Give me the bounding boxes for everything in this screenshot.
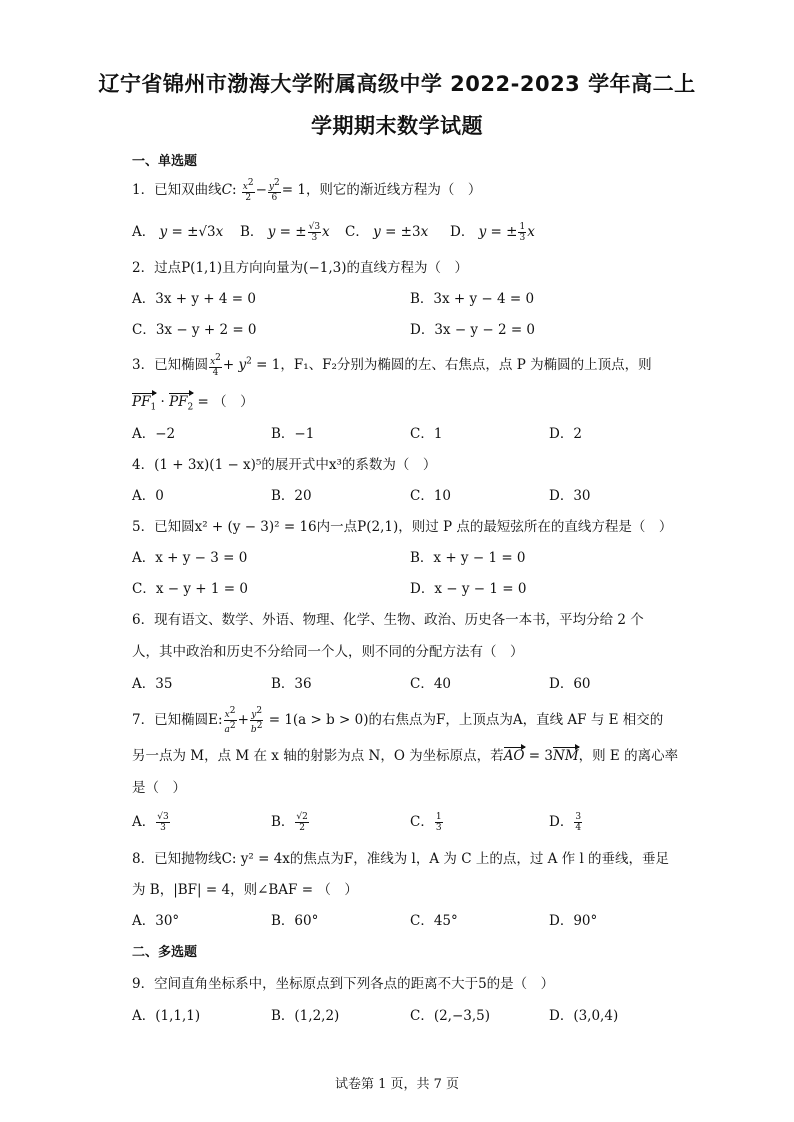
page-footer: 试卷第 1 页，共 7 页 <box>334 1077 460 1092</box>
page-title-line1: 辽宁省锦州市渤海大学附属高级中学 2022-2023 学年高二上 <box>98 72 696 96</box>
q4-option-b: B．20 <box>271 488 312 504</box>
q4-option-d: D．30 <box>549 488 591 504</box>
q5-option-b: B．x + y − 1 = 0 <box>410 550 526 566</box>
q6-option-a: A．35 <box>132 676 173 692</box>
q1-option-b: B． y = ± $\frac{√3}{3}$ x <box>240 222 330 243</box>
q3-option-a: A．−2 <box>132 426 176 442</box>
q9-option-d: D．(3,0,4) <box>549 1008 619 1024</box>
question-8-line1: 8．已知抛物线C: y² = 4x的焦点为F，准线为 l，A 为 C 上的点，过 A 作 l 的垂线，垂足 <box>132 851 670 867</box>
q6-option-d: D．60 <box>549 676 591 692</box>
q2-option-b: B．3x + y − 4 = 0 <box>410 291 535 307</box>
q1-option-a: A． y = ±√3x <box>132 224 224 240</box>
question-7-line3: 是（ ） <box>132 780 186 796</box>
q5-option-d: D．x − y − 1 = 0 <box>410 581 527 597</box>
q1-frac-x: $\frac{x^2}{2}$ <box>242 178 254 203</box>
q1-curve-name: C <box>221 182 232 198</box>
q2-option-c: C．3x − y + 2 = 0 <box>132 322 257 338</box>
q7-option-d: D． $\frac{3}{4}$ <box>549 812 582 833</box>
question-1: 1．已知双曲线C: $\frac{x^2}{2}$ − $\frac{y^2}{6}$ = 1，则它的渐近线方程为（ ） <box>132 178 482 203</box>
q6-option-c: C．40 <box>410 676 452 692</box>
question-6-line2: 人，其中政治和历史不分给同一个人，则不同的分配方法有（ ） <box>132 644 524 660</box>
question-3: 3．已知椭圆 $\frac{x^2}{4}$ + $y^2 = 1$，F₁、F₂分别为椭圆的左、右焦点，点 P 为椭圆的上顶点，则 <box>132 353 652 378</box>
q1-option-c: C． y = ±3x <box>345 224 429 240</box>
question-2: 2．过点P(1,1)且方向向量为(−1,3)的直线方程为（ ） <box>132 260 468 276</box>
q1-option-d: D． y = ± $\frac{1}{3}$ x <box>450 222 535 243</box>
q8-option-b: B．60° <box>271 913 319 929</box>
q4-option-c: C．10 <box>410 488 452 504</box>
q2-option-a: A．3x + y + 4 = 0 <box>132 291 256 307</box>
q7-option-a: A． $\frac{√3}{3}$ <box>132 812 169 833</box>
q5-option-a: A．x + y − 3 = 0 <box>132 550 248 566</box>
q7-option-b: B． $\frac{√2}{2}$ <box>271 812 308 833</box>
section-multi-choice: 二、多选题 <box>132 945 198 960</box>
q9-option-a: A．(1,1,1) <box>132 1008 201 1024</box>
page-title-line2: 学期期末数学试题 <box>311 114 483 138</box>
q7-option-c: C． $\frac{1}{3}$ <box>410 812 442 833</box>
q3-option-b: B．−1 <box>271 426 315 442</box>
question-7-line2: 另一点为 M，点 M 在 x 轴的射影为点 N，O 为坐标原点，若AO = 3NM，则 E 的离心率 <box>132 748 679 764</box>
q2-option-d: D．3x − y − 2 = 0 <box>410 322 536 338</box>
question-4: 4．(1 + 3x)(1 − x)⁵的展开式中x³的系数为（ ） <box>132 457 437 473</box>
question-5: 5．已知圆x² + (y − 3)² = 16内一点P(2,1)，则过 P 点的最短弦所在的直线方程是（ ） <box>132 519 673 535</box>
q6-option-b: B．36 <box>271 676 312 692</box>
question-6-line1: 6．现有语文、数学、外语、物理、化学、生物、政治、历史各一本书，平均分给 2 个 <box>132 612 644 628</box>
q8-option-d: D．90° <box>549 913 598 929</box>
q1-frac-y: $\frac{y^2}{6}$ <box>268 178 280 203</box>
q9-option-b: B．(1,2,2) <box>271 1008 340 1024</box>
q3-option-c: C．1 <box>410 426 443 442</box>
question-1-prefix: 1．已知双曲线 <box>132 182 222 198</box>
q9-option-c: C．(2,−3,5) <box>410 1008 491 1024</box>
question-7-line1: 7．已知椭圆E: $\frac{x^2}{a^2}$ + $\frac{y^2}{b^2}$ = 1(a > b > 0)的右焦点为F，上顶点为A，直线 AF 与 E 相交的 <box>132 706 664 735</box>
q4-option-a: A．0 <box>132 488 164 504</box>
question-8-line2: 为 B，|BF| = 4，则∠BAF = （ ） <box>132 882 358 898</box>
q5-option-c: C．x − y + 1 = 0 <box>132 581 248 597</box>
question-1-suffix: ，则它的渐近线方程为（ ） <box>305 182 482 198</box>
section-single-choice: 一、单选题 <box>132 154 198 169</box>
question-3-line2: $PF_1 \cdot PF_2$ = （ ） <box>132 394 254 413</box>
question-9: 9．空间直角坐标系中，坐标原点到下列各点的距离不大于5的是（ ） <box>132 976 555 992</box>
q8-option-c: C．45° <box>410 913 458 929</box>
q3-option-d: D．2 <box>549 426 582 442</box>
q8-option-a: A．30° <box>132 913 180 929</box>
